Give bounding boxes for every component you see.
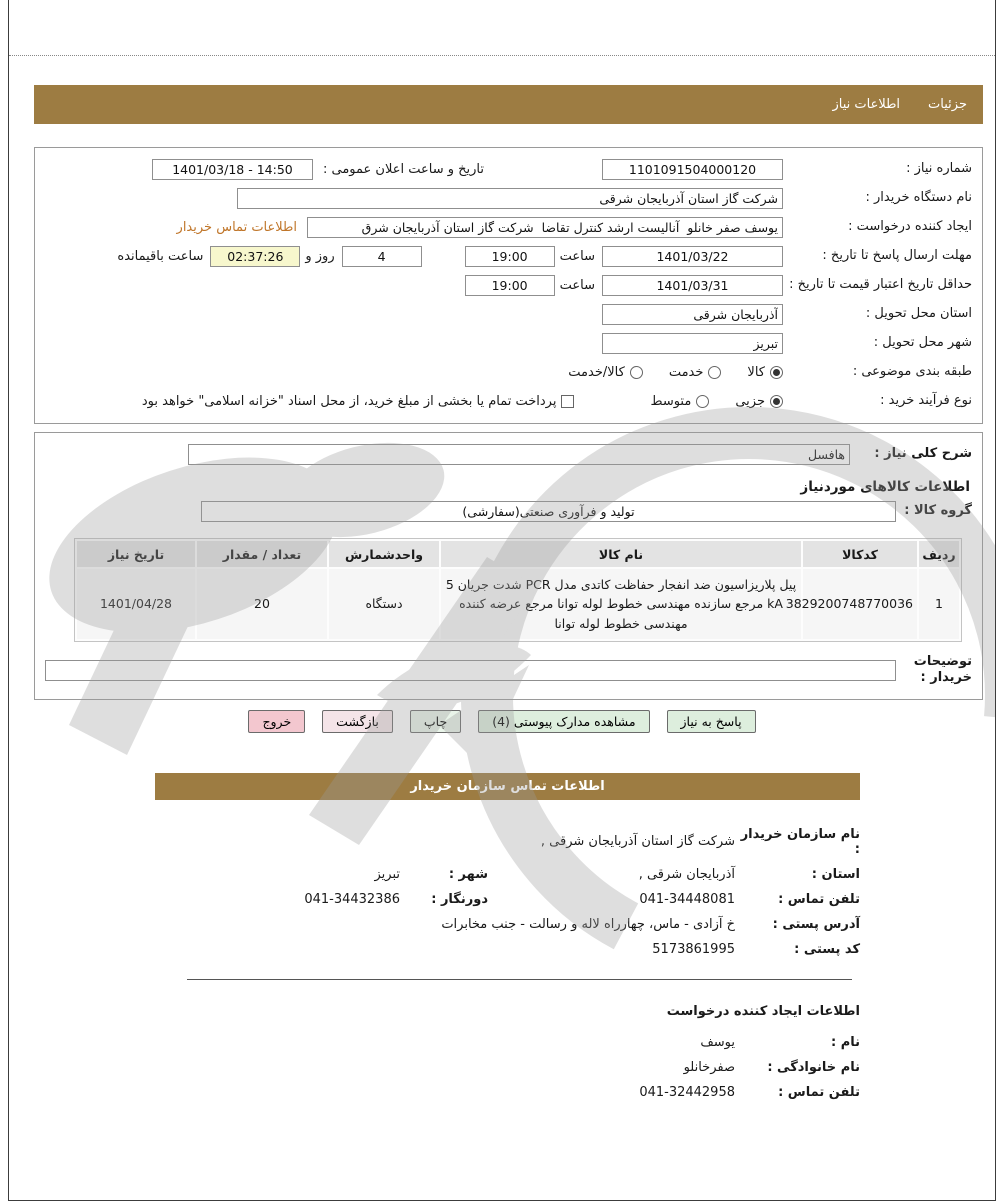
process-type-label: نوع فرآیند خرید : — [880, 393, 972, 409]
exit-button[interactable]: خروج — [248, 710, 305, 733]
need-number-input[interactable] — [602, 159, 783, 180]
radio-medium-icon — [696, 395, 709, 408]
postal-code-value: 5173861995 — [652, 941, 735, 957]
request-creator-grid — [9, 1035, 860, 1100]
buyer-notes-label: توضیحات خریدار : — [913, 654, 972, 686]
postal-code-label: کد پستی : — [794, 941, 860, 957]
delivery-province-label: استان محل تحویل : — [865, 306, 972, 322]
postal-address-value: خ آزادی - ماس، چهارراه لاله و رسالت - جنب مخابرات — [441, 916, 735, 932]
delivery-province-input[interactable] — [602, 304, 783, 325]
price-validity-date-input[interactable] — [602, 275, 783, 296]
treasury-checkbox-icon — [561, 395, 574, 408]
request-creator-label: ایجاد کننده درخواست : — [848, 219, 972, 235]
cell-goods-code: 3829200748770036 — [803, 569, 917, 639]
respond-button[interactable]: پاسخ به نیاز — [667, 710, 756, 733]
announce-label: تاریخ و ساعت اعلان عمومی : — [322, 162, 484, 177]
buyer-contact-section — [9, 827, 860, 957]
col-count-unit: واحدشمارش — [329, 541, 439, 567]
goods-info-heading: اطلاعات کالاهای موردنیاز — [800, 479, 970, 495]
contact-phone-value: 041-34448081 — [639, 891, 735, 907]
goods-table-header-row — [77, 541, 959, 567]
buyer-contact-header: اطلاعات تماس سازمان خریدار — [155, 773, 860, 800]
cell-need-date: 1401/04/28 — [77, 569, 195, 639]
need-summary-label: شرح کلی نیاز : — [874, 446, 972, 462]
request-creator-heading: اطلاعات ایجاد کننده درخواست — [666, 1003, 860, 1019]
reply-deadline-time-input[interactable] — [465, 246, 555, 267]
tab-details[interactable]: جزئیات — [928, 97, 967, 112]
price-validity-time-input[interactable] — [465, 275, 555, 296]
delivery-city-input[interactable] — [602, 333, 783, 354]
buyer-org-row — [45, 184, 972, 213]
table-row — [77, 569, 959, 639]
first-name-value: یوسف — [700, 1034, 735, 1050]
delivery-city-label: شهر محل تحویل : — [873, 335, 972, 351]
deadline-hour-label: ساعت — [559, 249, 595, 264]
request-creator-section — [9, 1004, 860, 1100]
need-number-label: شماره نیاز : — [906, 161, 972, 177]
request-creator-row — [45, 213, 972, 242]
price-validity-row — [45, 271, 972, 300]
need-general-panel — [34, 147, 983, 424]
delivery-province-row — [45, 300, 972, 329]
cell-count-unit: دستگاه — [329, 569, 439, 639]
org-name-value: شرکت گاز استان آذربایجان شرقی , — [540, 834, 735, 850]
need-detail-panel — [34, 432, 983, 700]
validity-hour-label: ساعت — [559, 278, 595, 293]
first-name-label: نام : — [830, 1034, 860, 1050]
treasury-checkbox-option[interactable] — [142, 394, 575, 409]
announce-datetime-input[interactable] — [152, 159, 313, 180]
buyer-org-input[interactable] — [237, 188, 783, 209]
contact-city-label: شهر : — [448, 866, 488, 882]
process-type-row — [45, 387, 972, 416]
buyer-notes-input[interactable] — [45, 660, 896, 681]
contact-province-label: استان : — [811, 866, 860, 882]
days-and-label: روز و — [305, 249, 335, 264]
org-name-label: نام سازمان خریدار : — [740, 826, 860, 857]
view-attachments-button[interactable]: مشاهده مدارک پیوستی (4) — [478, 710, 649, 733]
goods-group-label: گروه کالا : — [904, 503, 972, 519]
contact-phone-label: تلفن تماس : — [778, 891, 860, 907]
price-validity-label: حداقل تاریخ اعتبار قیمت تا تاریخ : — [789, 277, 972, 293]
contact-city-value: تبریز — [374, 866, 400, 882]
contact-province-value: آذربایجان شرقی , — [638, 866, 735, 882]
classification-option-goods[interactable] — [747, 365, 783, 380]
tab-need-info[interactable]: اطلاعات نیاز — [832, 97, 901, 112]
radio-minor-icon — [770, 395, 783, 408]
goods-group-input[interactable] — [201, 501, 896, 522]
page — [8, 0, 996, 1201]
postal-address-label: آدرس پستی : — [772, 916, 860, 932]
creator-phone-value: 041-32442958 — [639, 1084, 735, 1100]
countdown-timer — [210, 246, 300, 267]
goods-group-row — [45, 497, 972, 526]
col-need-date: تاریخ نیاز — [77, 541, 195, 567]
reply-deadline-label: مهلت ارسال پاسخ تا تاریخ : — [822, 248, 972, 264]
subject-classification-row — [45, 358, 972, 387]
process-option-medium-label: متوسط — [650, 394, 692, 409]
radio-goods-icon — [770, 366, 783, 379]
classification-option-goods-service[interactable] — [568, 365, 643, 380]
top-separator — [9, 55, 995, 56]
treasury-checkbox-label: پرداخت تمام یا بخشی از مبلغ خرید، از محل اسناد "خزانه اسلامی" خواهد بود — [141, 394, 557, 409]
classification-option-service[interactable] — [669, 365, 722, 380]
process-option-medium[interactable] — [650, 394, 709, 409]
classification-option-service-label: خدمت — [668, 365, 704, 380]
col-row-number: ردیف — [919, 541, 959, 567]
section-divider — [187, 979, 852, 980]
classification-option-goods-service-label: کالا/خدمت — [568, 365, 625, 380]
need-summary-input[interactable] — [188, 444, 850, 465]
header-bar — [34, 85, 983, 124]
buyer-contact-link[interactable]: اطلاعات تماس خریدار — [176, 220, 297, 235]
action-buttons — [9, 710, 995, 733]
col-goods-code: کدکالا — [803, 541, 917, 567]
cell-goods-name: پیل پلاریزاسیون ضد انفجار حفاظت کاتدی مدل PCR شدت جریان 5 kA مرجع سازنده مهندسی خطوط لوله توانا مرجع عرضه کننده مهندسی خطوط لوله توانا — [441, 569, 801, 639]
classification-options — [568, 365, 783, 380]
need-number-row — [45, 155, 972, 184]
request-creator-input[interactable] — [307, 217, 783, 238]
delivery-city-row — [45, 329, 972, 358]
need-summary-row — [45, 440, 972, 469]
process-type-options — [142, 394, 783, 409]
hours-remaining-label: ساعت باقیمانده — [117, 249, 204, 264]
radio-service-icon — [708, 366, 721, 379]
contact-fax-label: دورنگار : — [431, 891, 488, 907]
classification-option-goods-label: کالا — [747, 365, 765, 380]
radio-goods-service-icon — [630, 366, 643, 379]
cell-quantity: 20 — [197, 569, 327, 639]
reply-deadline-row — [45, 242, 972, 271]
process-option-minor[interactable] — [735, 394, 783, 409]
creator-phone-label: تلفن تماس : — [778, 1084, 860, 1100]
last-name-value: صفرخانلو — [683, 1059, 735, 1075]
process-option-minor-label: جزیی — [735, 394, 765, 409]
print-button[interactable]: چاپ — [410, 710, 461, 733]
buyer-notes-row — [45, 654, 972, 687]
buyer-org-label: نام دستگاه خریدار : — [865, 190, 972, 206]
reply-deadline-date-input[interactable] — [602, 246, 783, 267]
col-quantity: تعداد / مقدار — [197, 541, 327, 567]
back-button[interactable]: بازگشت — [322, 710, 393, 733]
contact-fax-value: 041-34432386 — [304, 891, 400, 907]
last-name-label: نام خانوادگی : — [767, 1059, 860, 1075]
subject-classification-label: طبقه بندی موضوعی : — [852, 364, 972, 380]
col-goods-name: نام کالا — [441, 541, 801, 567]
cell-row-number: 1 — [919, 569, 959, 639]
remaining-days-input[interactable] — [342, 246, 422, 267]
goods-table — [74, 538, 962, 642]
